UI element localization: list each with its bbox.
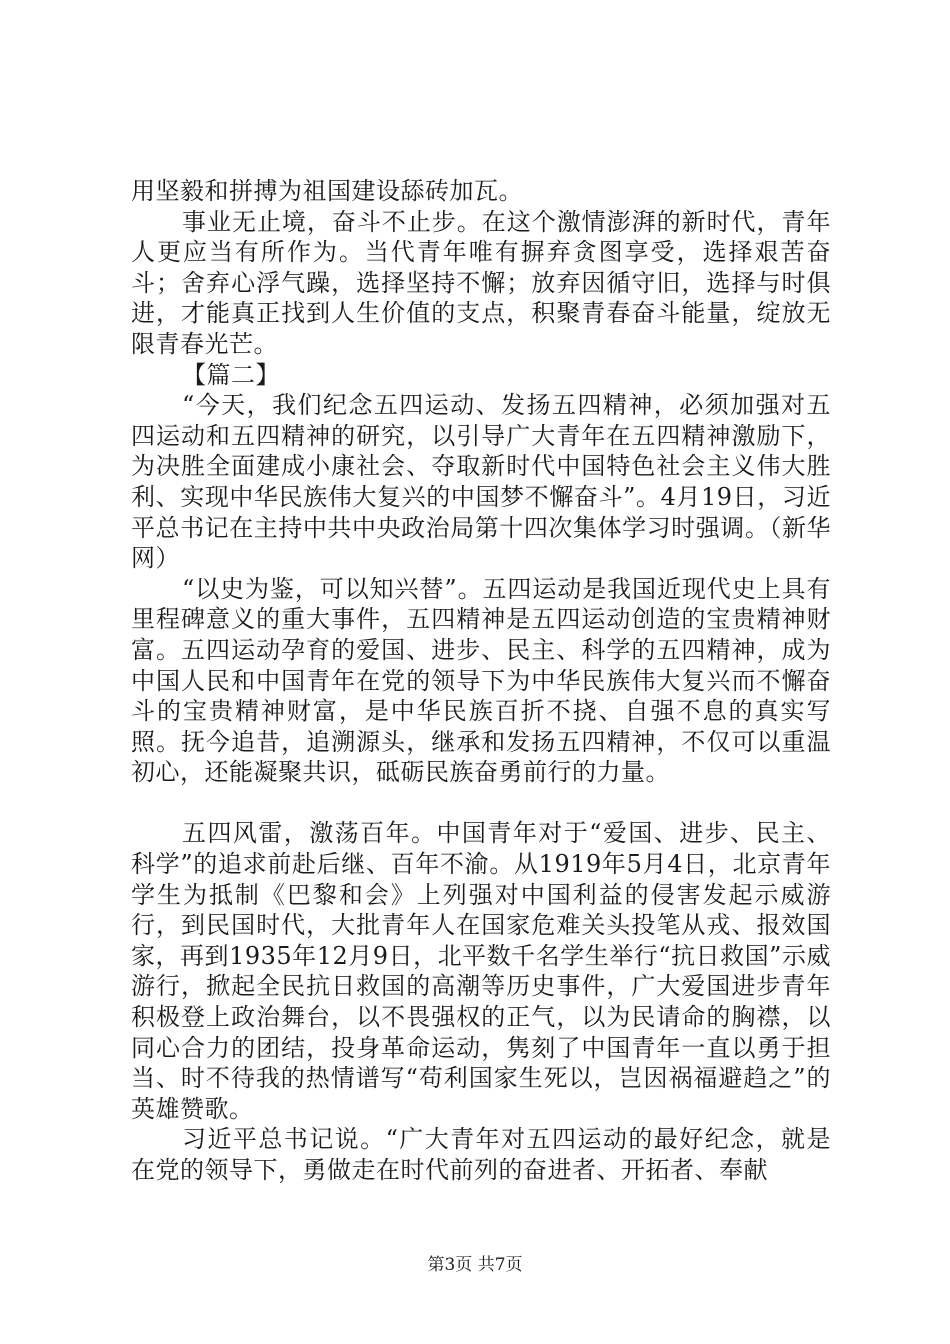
paragraph-quote-xinhua: “今天，我们纪念五四运动、发扬五四精神，必须加强对五四运动和五四精神的研究，以引导广大青年在五四精神激励下，为决胜全面建成小康社会、夺取新时代中国特色社会主义伟大胜利、实现中华民族伟大复兴的中国梦不懈奋斗”。4月19日，习近平总书记在主持中共中央政治局第十四次集体学习时强调。（新华网） — [131, 391, 831, 573]
paragraph-history-mirror: “以史为鉴，可以知兴替”。五四运动是我国近现代史上具有里程碑意义的重大事件，五四精神是五四运动创造的宝贵精神财富。五四运动孕育的爱国、进步、民主、科学的五四精神，成为中国人民和中国青年在党的领导下为中华民族伟大复兴而不懈奋斗的宝贵精神财富，是中华民族百折不挠、自强不息的真实写照。抚今追昔，追溯源头，继承和发扬五四精神，不仅可以重温初心，还能凝聚共识，砥砺民族奋勇前行的力量。 — [131, 574, 831, 787]
section-heading-part-two: 【篇二】 — [182, 360, 280, 389]
page-number-footer: 第3页 共7页 — [427, 1255, 523, 1275]
paragraph-youth-striving: 事业无止境，奋斗不止步。在这个激情澎湃的新时代，青年人更应当有所作为。当代青年唯有摒弃贪图享受，选择艰苦奋斗；舍弃心浮气躁，选择坚持不懈；放弃因循守旧，选择与时俱进，才能真正找到人生价值的支点，积聚青春奋斗能量，绽放无限青春光芒。 — [131, 207, 831, 358]
paragraph-spacer — [131, 788, 831, 819]
paragraph-xi-remarks: 习近平总书记说。“广大青年对五四运动的最好纪念，就是在党的领导下，勇做走在时代前列的奋进者、开拓者、奉献 — [131, 1125, 831, 1184]
paragraph-continuation: 用坚毅和拼搏为祖国建设舔砖加瓦。 — [131, 177, 523, 205]
document-body — [131, 176, 831, 1186]
paragraph-may-fourth-century: 五四风雷，激荡百年。中国青年对于“爱国、进步、民主、科学”的追求前赴后继、百年不渝。从1919年5月4日，北京青年学生为抵制《巴黎和会》上列强对中国利益的侵害发起示威游行，到民国时代，大批青年人在国家危难关头投笔从戎、报效国家，再到1935年12月9日，北平数千名学生举行“抗日救国”示威游行，掀起全民抗日救国的高潮等历史事件，广大爱国进步青年积极登上政治舞台，以不畏强权的正气，以为民请命的胸襟，以同心合力的团结，投身革命运动，隽刻了中国青年一直以勇于担当、时不待我的热情谱写“苟利国家生死以，岂因祸福避趋之”的英雄赞歌。 — [131, 819, 831, 1123]
